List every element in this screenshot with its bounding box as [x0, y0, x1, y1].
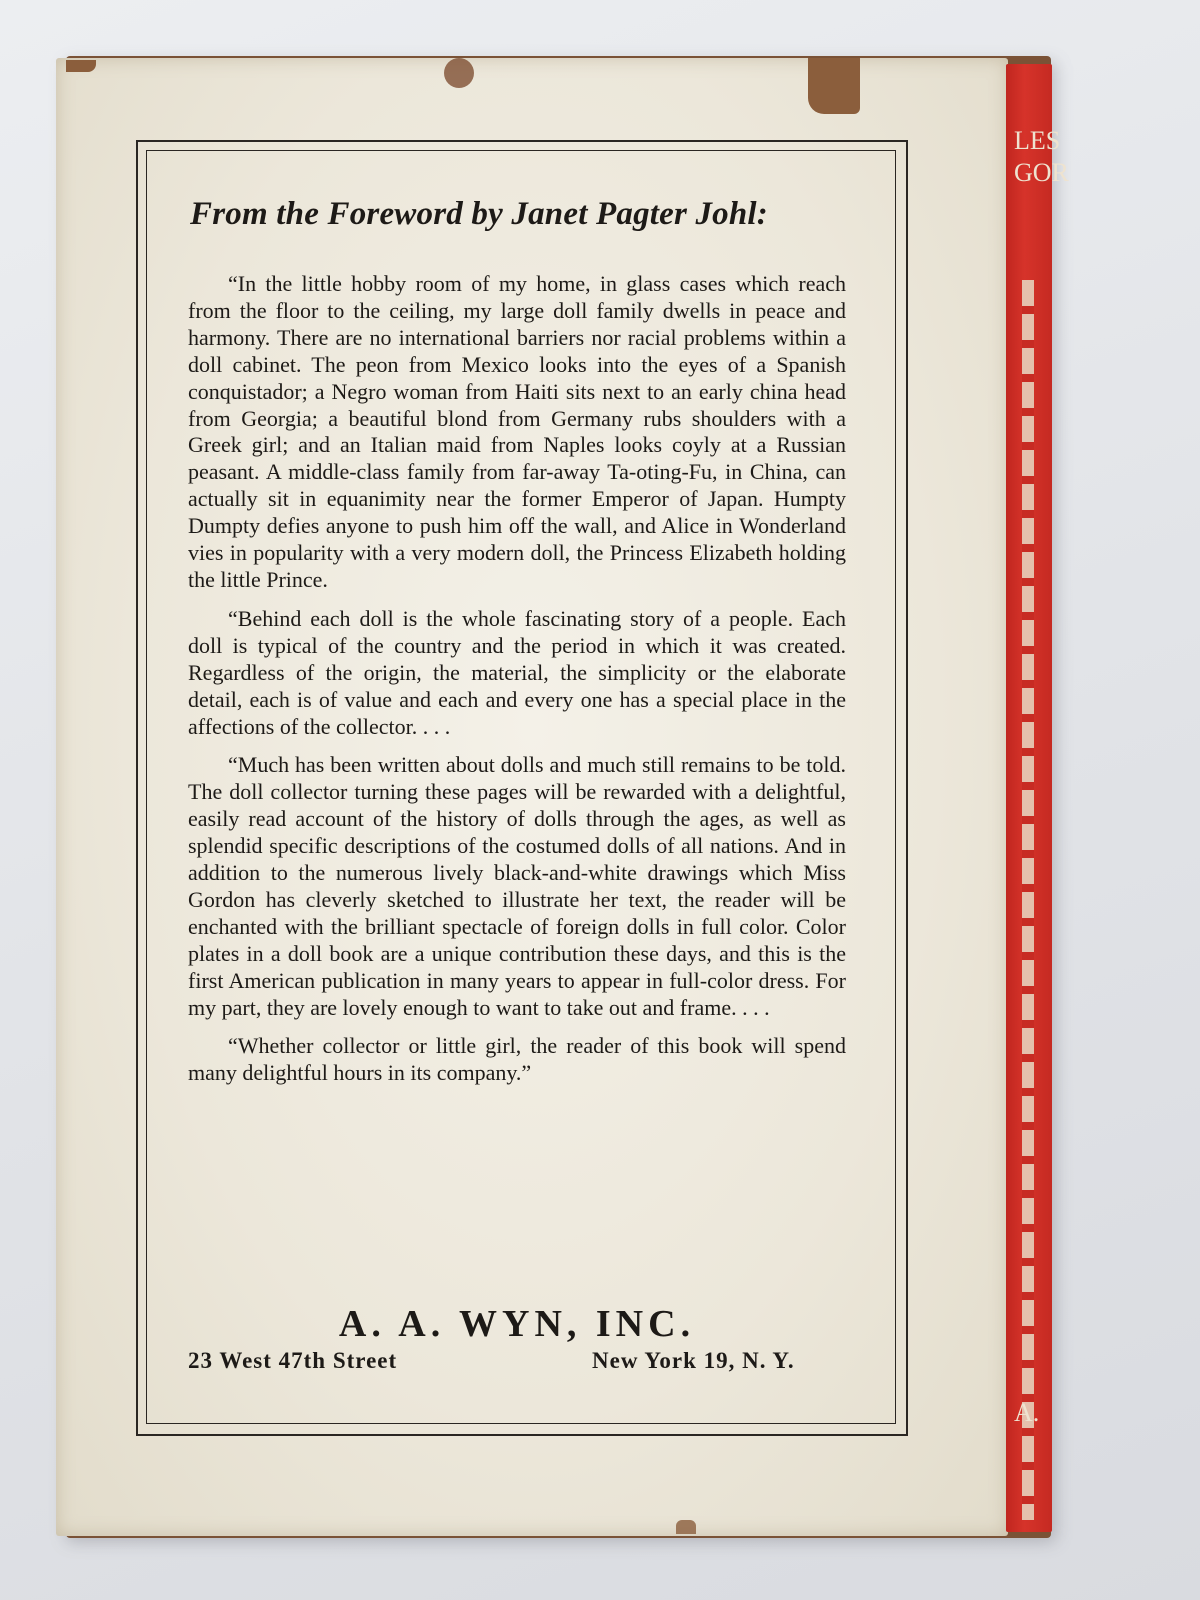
foreword-excerpt — [188, 196, 846, 1099]
jacket-tear-corner — [66, 60, 96, 72]
foreword-heading: From the Foreword by Janet Pagter Johl: — [190, 196, 768, 232]
foreword-paragraph-3: “Much has been written about dolls and much still remains to be told. The doll collector turning these pages will be rewarded with a delightful, easily read account of the history of dolls through the ages, as well as splendid specific descriptions of the costumed dolls of all nations. And in addition to the numerous lively black-and-white drawings which Miss Gordon has cleverly sketched to illustrate her text, the reader will be enchanted with the brilliant spectacle of foreign dolls in full color. Color plates in a doll book are a unique contribution these days, and this is the first American publication in many years to appear in full-color dress. For my part, they are lovely enough to want to take out and frame. . . . — [188, 752, 846, 1020]
foreword-paragraph-4: “Whether collector or little girl, the reader of this book will spend many delightful hours in its company.” — [188, 1033, 846, 1086]
jacket-tear-top — [808, 58, 860, 114]
foreword-paragraph-1: “In the little hobby room of my home, in glass cases which reach from the floor to the ceiling, my large doll family dwells in peace and harmony. There are no international barriers nor racial problems within a doll cabinet. The peon from Mexico looks into the eyes of a Spanish conquistador; a Negro woman from Haiti sits next to an early china head from Georgia; a beautiful blond from Germany rubs shoulders with a Greek girl; and an Italian maid from Naples looks coyly at a Russian peasant. A middle-class family from far-away Ta-oting-Fu, in China, can actually sit in equanimity near the former Emperor of Japan. Humpty Dumpty defies anyone to push him off the wall, and Alice in Wonderland vies in popularity with a very modern doll, the Princess Elizabeth holding the little Prince. — [188, 271, 846, 592]
spine-text-top-1: LES — [1014, 126, 1061, 155]
spine-title-lettering — [1022, 280, 1034, 1520]
jacket-tear-bottom — [676, 1520, 696, 1534]
foreword-paragraph-2: “Behind each doll is the whole fascinating story of a people. Each doll is typical of the country and the period in which it was created. Regardless of the origin, the material, the simplicity or the elaborate detail, each is of value and each and every one has a special place in the affections of the collector. . . . — [188, 605, 846, 739]
publisher-city-address: New York 19, N. Y. — [592, 1348, 795, 1373]
publisher-name: A. A. WYN, INC. — [338, 1303, 696, 1345]
publisher-street-address: 23 West 47th Street — [188, 1348, 398, 1373]
spine-text-bottom: A. — [1014, 1398, 1040, 1427]
jacket-stain — [444, 58, 474, 88]
spine-text-top-2: GOR — [1014, 158, 1069, 187]
